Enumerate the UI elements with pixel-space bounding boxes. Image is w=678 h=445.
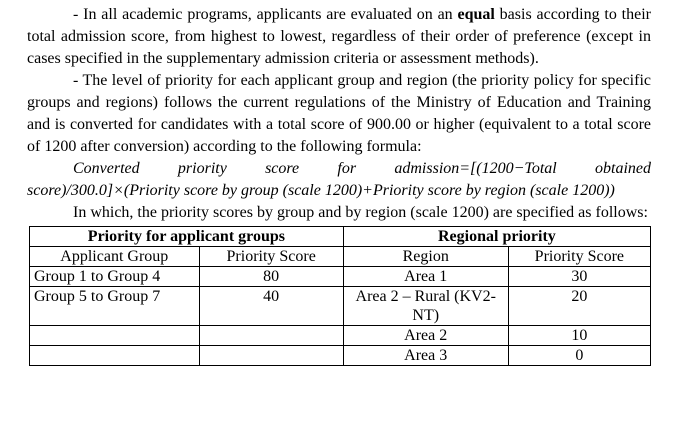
- col-header-region: Region: [343, 247, 508, 267]
- table-cell: [199, 346, 343, 366]
- table-row: [30, 346, 651, 366]
- table-cell: Area 3: [343, 346, 508, 366]
- table-cell: 0: [508, 346, 650, 366]
- table-row: [30, 267, 651, 287]
- emphasis-equal: equal: [457, 6, 495, 23]
- table-cell: 30: [508, 267, 650, 287]
- table-column-header-row: [30, 247, 651, 267]
- paragraph-equal-basis: [27, 0, 651, 70]
- col-header-group-priority-score: Priority Score: [199, 247, 343, 267]
- paragraph-equal-basis-suffix: basis according to their total admission score, from highest to lowest, regardless of their order of preference (except in cases specified in the supplementary admission criteria or assessment methods).: [27, 6, 651, 67]
- table-cell: Area 2 – Rural (KV2-NT): [343, 287, 508, 326]
- table-row: [30, 287, 651, 326]
- formula-block: [27, 158, 651, 202]
- group-priority-header: Priority for applicant groups: [30, 227, 344, 247]
- table-cell: Group 1 to Group 4: [30, 267, 200, 287]
- table-cell: Area 1: [343, 267, 508, 287]
- table-cell: Group 5 to Group 7: [30, 287, 200, 326]
- paragraph-priority-level: - The level of priority for each applicant group and region (the priority policy for specific groups and regions) follows the current regulations of the Ministry of Education and Training and is converted for candidates with a total score of 900.00 or higher (equivalent to a total score of 1200 after conversion) according to the following formula:: [27, 72, 651, 155]
- col-header-applicant-group: Applicant Group: [30, 247, 200, 267]
- table-cell: 40: [199, 287, 343, 326]
- table-cell: [199, 326, 343, 346]
- paragraph-equal-basis-prefix: - In all academic programs, applicants are evaluated on an: [73, 6, 458, 23]
- priority-table-wrapper: [29, 226, 653, 366]
- table-group-header-row: [30, 227, 651, 247]
- paragraph-in-which: In which, the priority scores by group and by region (scale 1200) are specified as follows:: [73, 204, 648, 221]
- regional-priority-header: Regional priority: [343, 227, 650, 247]
- table-cell: 20: [508, 287, 650, 326]
- col-header-region-priority-score: Priority Score: [508, 247, 650, 267]
- formula-line-rest: score)/300.0]×(Priority score by group (scale 1200)+Priority score by region (scale 1200)): [27, 182, 615, 199]
- table-row: [30, 326, 651, 346]
- formula-line-1: Converted priority score for admission=[(1200−Total obtained: [73, 160, 651, 177]
- priority-table: [29, 226, 651, 366]
- table-cell: 10: [508, 326, 650, 346]
- table-cell: Area 2: [343, 326, 508, 346]
- table-cell: [30, 346, 200, 366]
- table-cell: [30, 326, 200, 346]
- table-cell: 80: [199, 267, 343, 287]
